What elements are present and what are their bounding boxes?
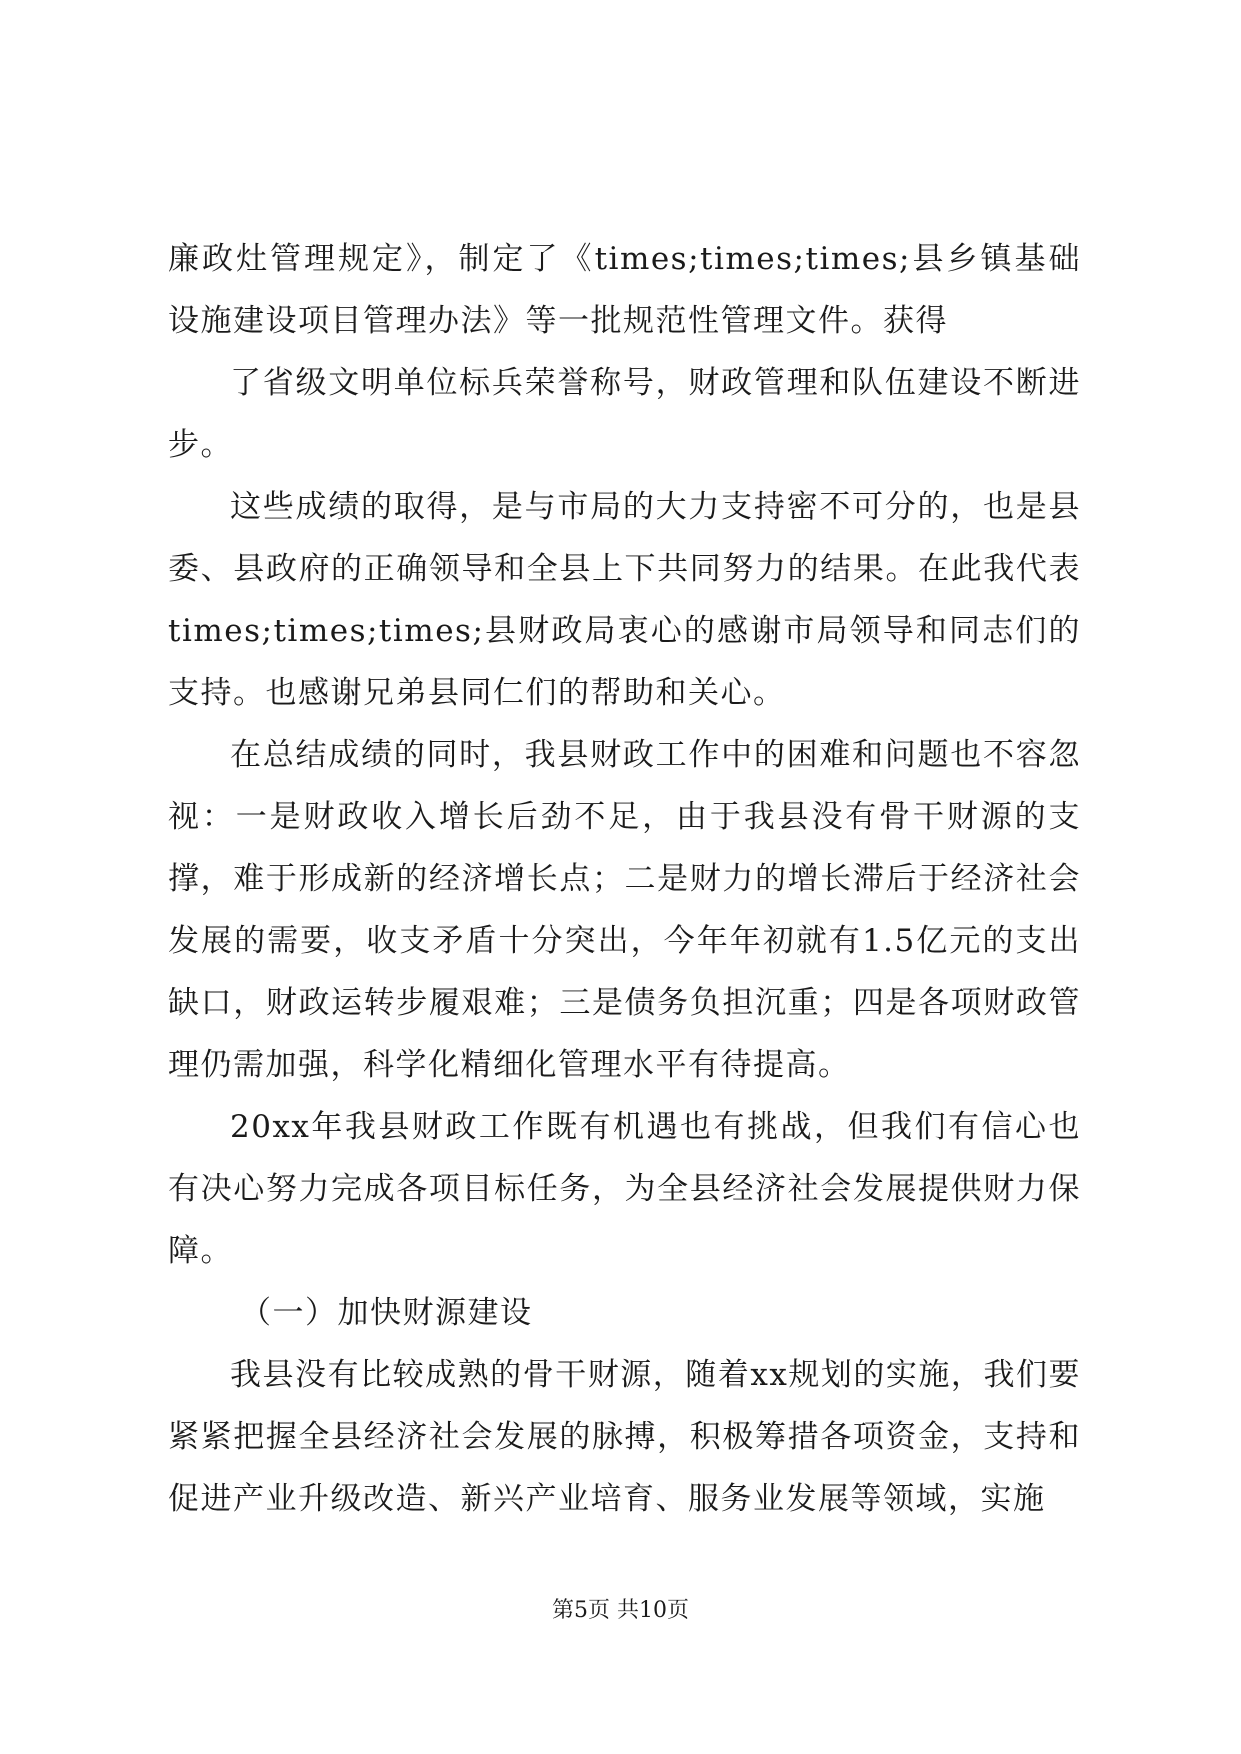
paragraph-3: 这些成绩的取得，是与市局的大力支持密不可分的，也是县委、县政府的正确领导和全县上下共同努力的结果。在此我代表times;times;times;县财政局衷心的感谢市局领导和同志们的支持。也感谢兄弟县同仁们的帮助和关心。 <box>168 489 1081 711</box>
paragraph-5: 20xx年我县财政工作既有机遇也有挑战，但我们有信心也有决心努力完成各项目标任务，为全县经济社会发展提供财力保障。 <box>168 1109 1081 1269</box>
section-heading: （一）加快财源建设 <box>240 1295 533 1331</box>
page-number-label: 第5页 共10页 <box>552 1598 689 1623</box>
paragraph-4: 在总结成绩的同时，我县财政工作中的困难和问题也不容忽视：一是财政收入增长后劲不足，由于我县没有骨干财源的支撑，难于形成新的经济增长点；二是财力的增长滞后于经济社会发展的需要，收支矛盾十分突出，今年年初就有1.5亿元的支出缺口，财政运转步履艰难；三是债务负担沉重；四是各项财政管理仍需加强，科学化精细化管理水平有待提高。 <box>168 737 1081 1083</box>
page-footer <box>0 1596 1241 1626</box>
document-body <box>168 228 1081 1530</box>
paragraph-6: 我县没有比较成熟的骨干财源，随着xx规划的实施，我们要紧紧把握全县经济社会发展的脉搏，积极筹措各项资金，支持和促进产业升级改造、新兴产业培育、服务业发展等领域，实施 <box>168 1357 1081 1517</box>
paragraph-2: 了省级文明单位标兵荣誉称号，财政管理和队伍建设不断进步。 <box>168 365 1081 463</box>
paragraph-1: 廉政灶管理规定》，制定了《times;times;times;县乡镇基础设施建设项目管理办法》等一批规范性管理文件。获得 <box>168 241 1081 339</box>
